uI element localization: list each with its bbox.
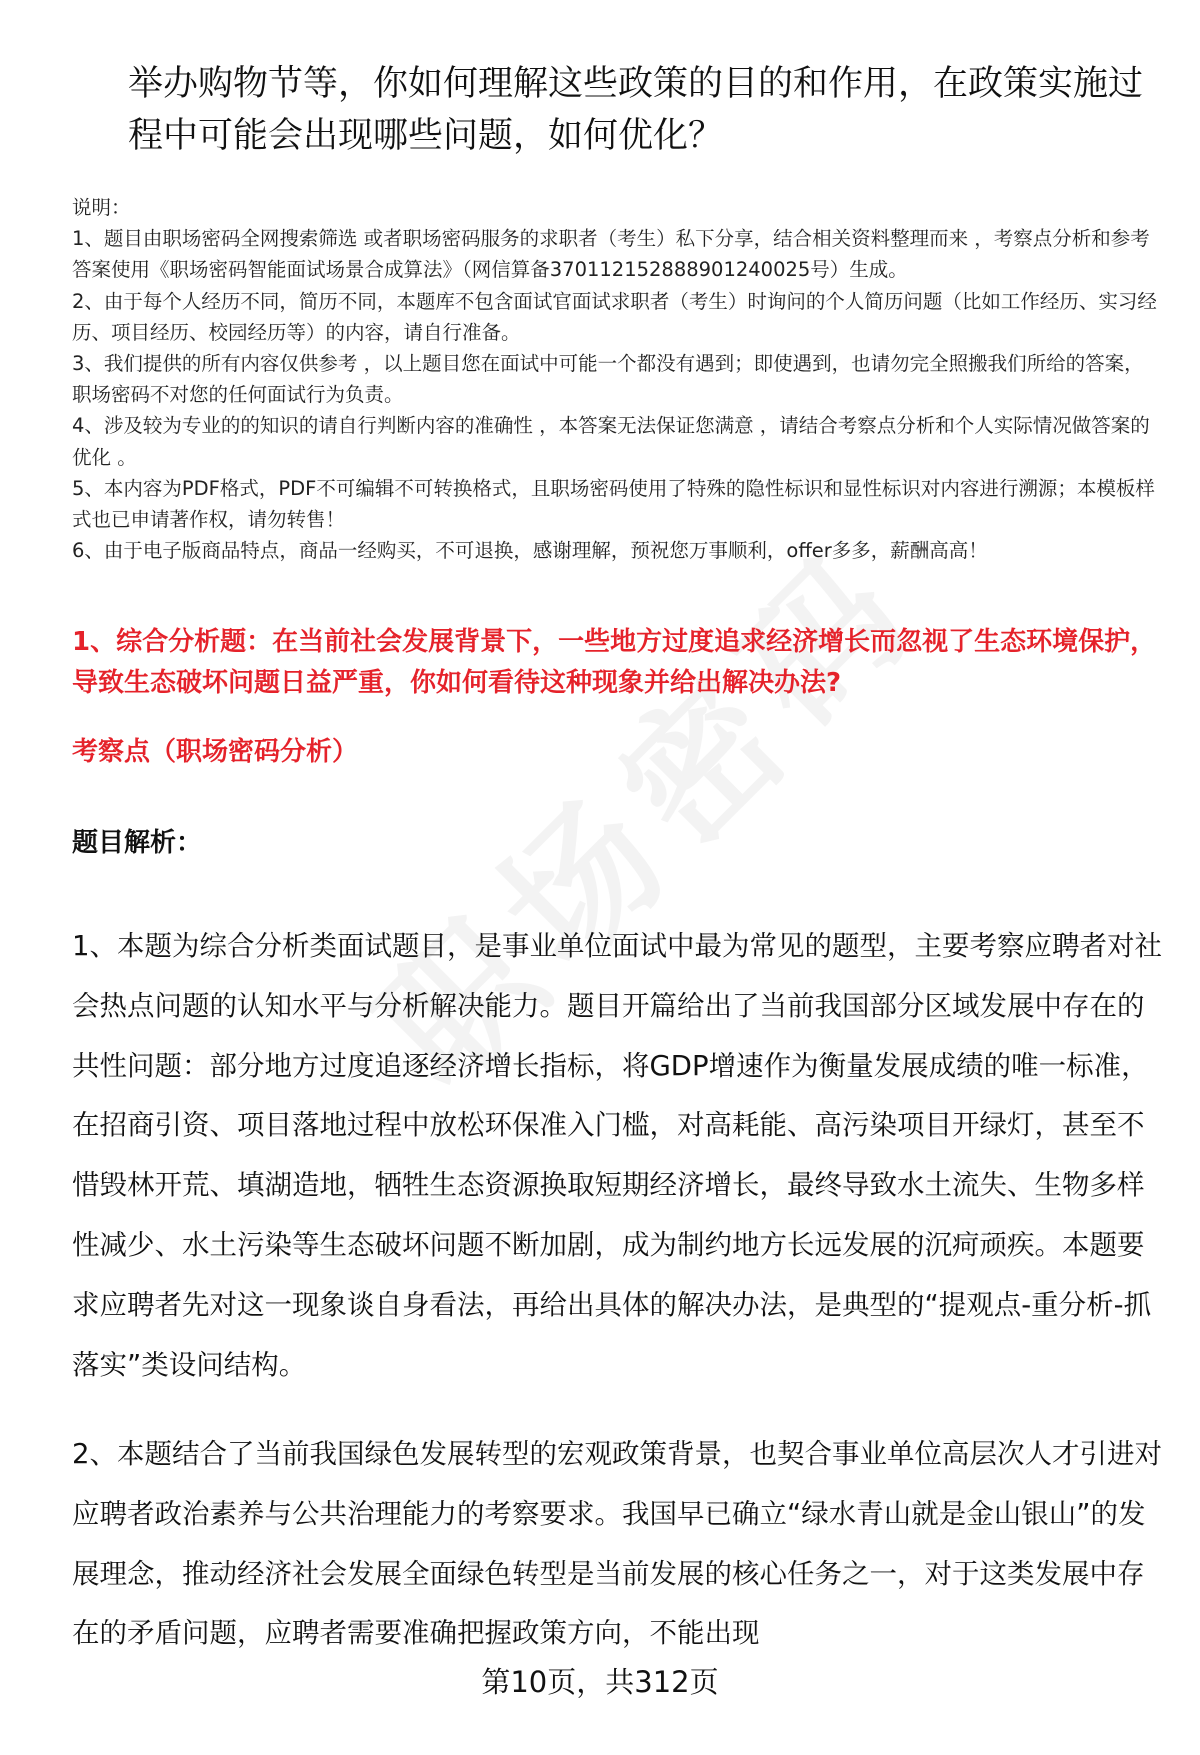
analysis-paragraph-1: 1、本题为综合分析类面试题目，是事业单位面试中最为常见的题型，主要考察应聘者对社会热点问题的认知水平与分析解决能力。题目开篇给出了当前我国部分区域发展中存在的共性问题：部分地方过度追逐经济增长指标，将GDP增速作为衡量发展成绩的唯一标准，在招商引资、项目落地过程中放松环保准入门槛，对高耗能、高污染项目开绿灯，甚至不惜毁林开荒、填湖造地，牺牲生态资源换取短期经济增长，最终导致水土流失、生物多样性减少、水土污染等生态破坏问题不断加剧，成为制约地方长远发展的沉疴顽疾。本题要求应聘者先对这一现象谈自身看法，再给出具体的解决办法，是典型的“提观点-重分析-抓落实”类设问结构。 — [72, 930, 1162, 1381]
note-item: 6、由于电子版商品特点，商品一经购买，不可退换，感谢理解，预祝您万事顺利，offer多多，薪酬高高！ — [72, 539, 988, 563]
note-item: 5、本内容为PDF格式，PDF不可编辑不可转换格式，且职场密码使用了特殊的隐性标识和显性标识对内容进行溯源；本模板样式也已申请著作权，请勿转售！ — [72, 476, 1155, 532]
analysis-heading: 题目解析： — [72, 828, 203, 858]
question-title-continuation: 举办购物节等，你如何理解这些政策的目的和作用，在政策实施过程中可能会出现哪些问题，如何优化？ — [128, 64, 1144, 156]
notes-block — [72, 192, 1162, 566]
note-item: 1、题目由职场密码全网搜索筛选 或者职场密码服务的求职者（考生）私下分享，结合相关资料整理而来 ，考察点分析和参考答案使用《职场密码智能面试场景合成算法》（网信算备370112152888901240025号）生成。 — [72, 227, 1150, 282]
question-heading: 1、综合分析题：在当前社会发展背景下，一些地方过度追求经济增长而忽视了生态环境保护，导致生态破坏问题日益严重，你如何看待这种现象并给出解决办法? — [72, 627, 1157, 698]
page-number: 第10页，共312页 — [481, 1665, 719, 1699]
analysis-paragraph-2: 2、本题结合了当前我国绿色发展转型的宏观政策背景，也契合事业单位高层次人才引进对应聘者政治素养与公共治理能力的考察要求。我国早已确立“绿水青山就是金山银山”的发展理念，推动经济社会发展全面绿色转型是当前发展的核心任务之一，对于这类发展中存在的矛盾问题，应聘者需要准确把握政策方向，不能出现 — [72, 1438, 1162, 1650]
exam-point-heading: 考察点（职场密码分析） — [72, 737, 359, 767]
note-item: 4、涉及较为专业的的知识的请自行判断内容的准确性 ，本答案无法保证您满意 ，请结合考察点分析和个人实际情况做答案的优化 。 — [72, 414, 1150, 469]
notes-heading: 说明： — [72, 196, 131, 219]
note-item: 2、由于每个人经历不同，简历不同，本题库不包含面试官面试求职者（考生）时询问的个人简历问题（比如工作经历、实习经历、项目经历、校园经历等）的内容，请自行准备。 — [72, 289, 1157, 344]
note-item: 3、我们提供的所有内容仅供参考 ，以上题目您在面试中可能一个都没有遇到；即使遇到，也请勿完全照搬我们所给的答案，职场密码不对您的任何面试行为负责。 — [72, 352, 1144, 407]
